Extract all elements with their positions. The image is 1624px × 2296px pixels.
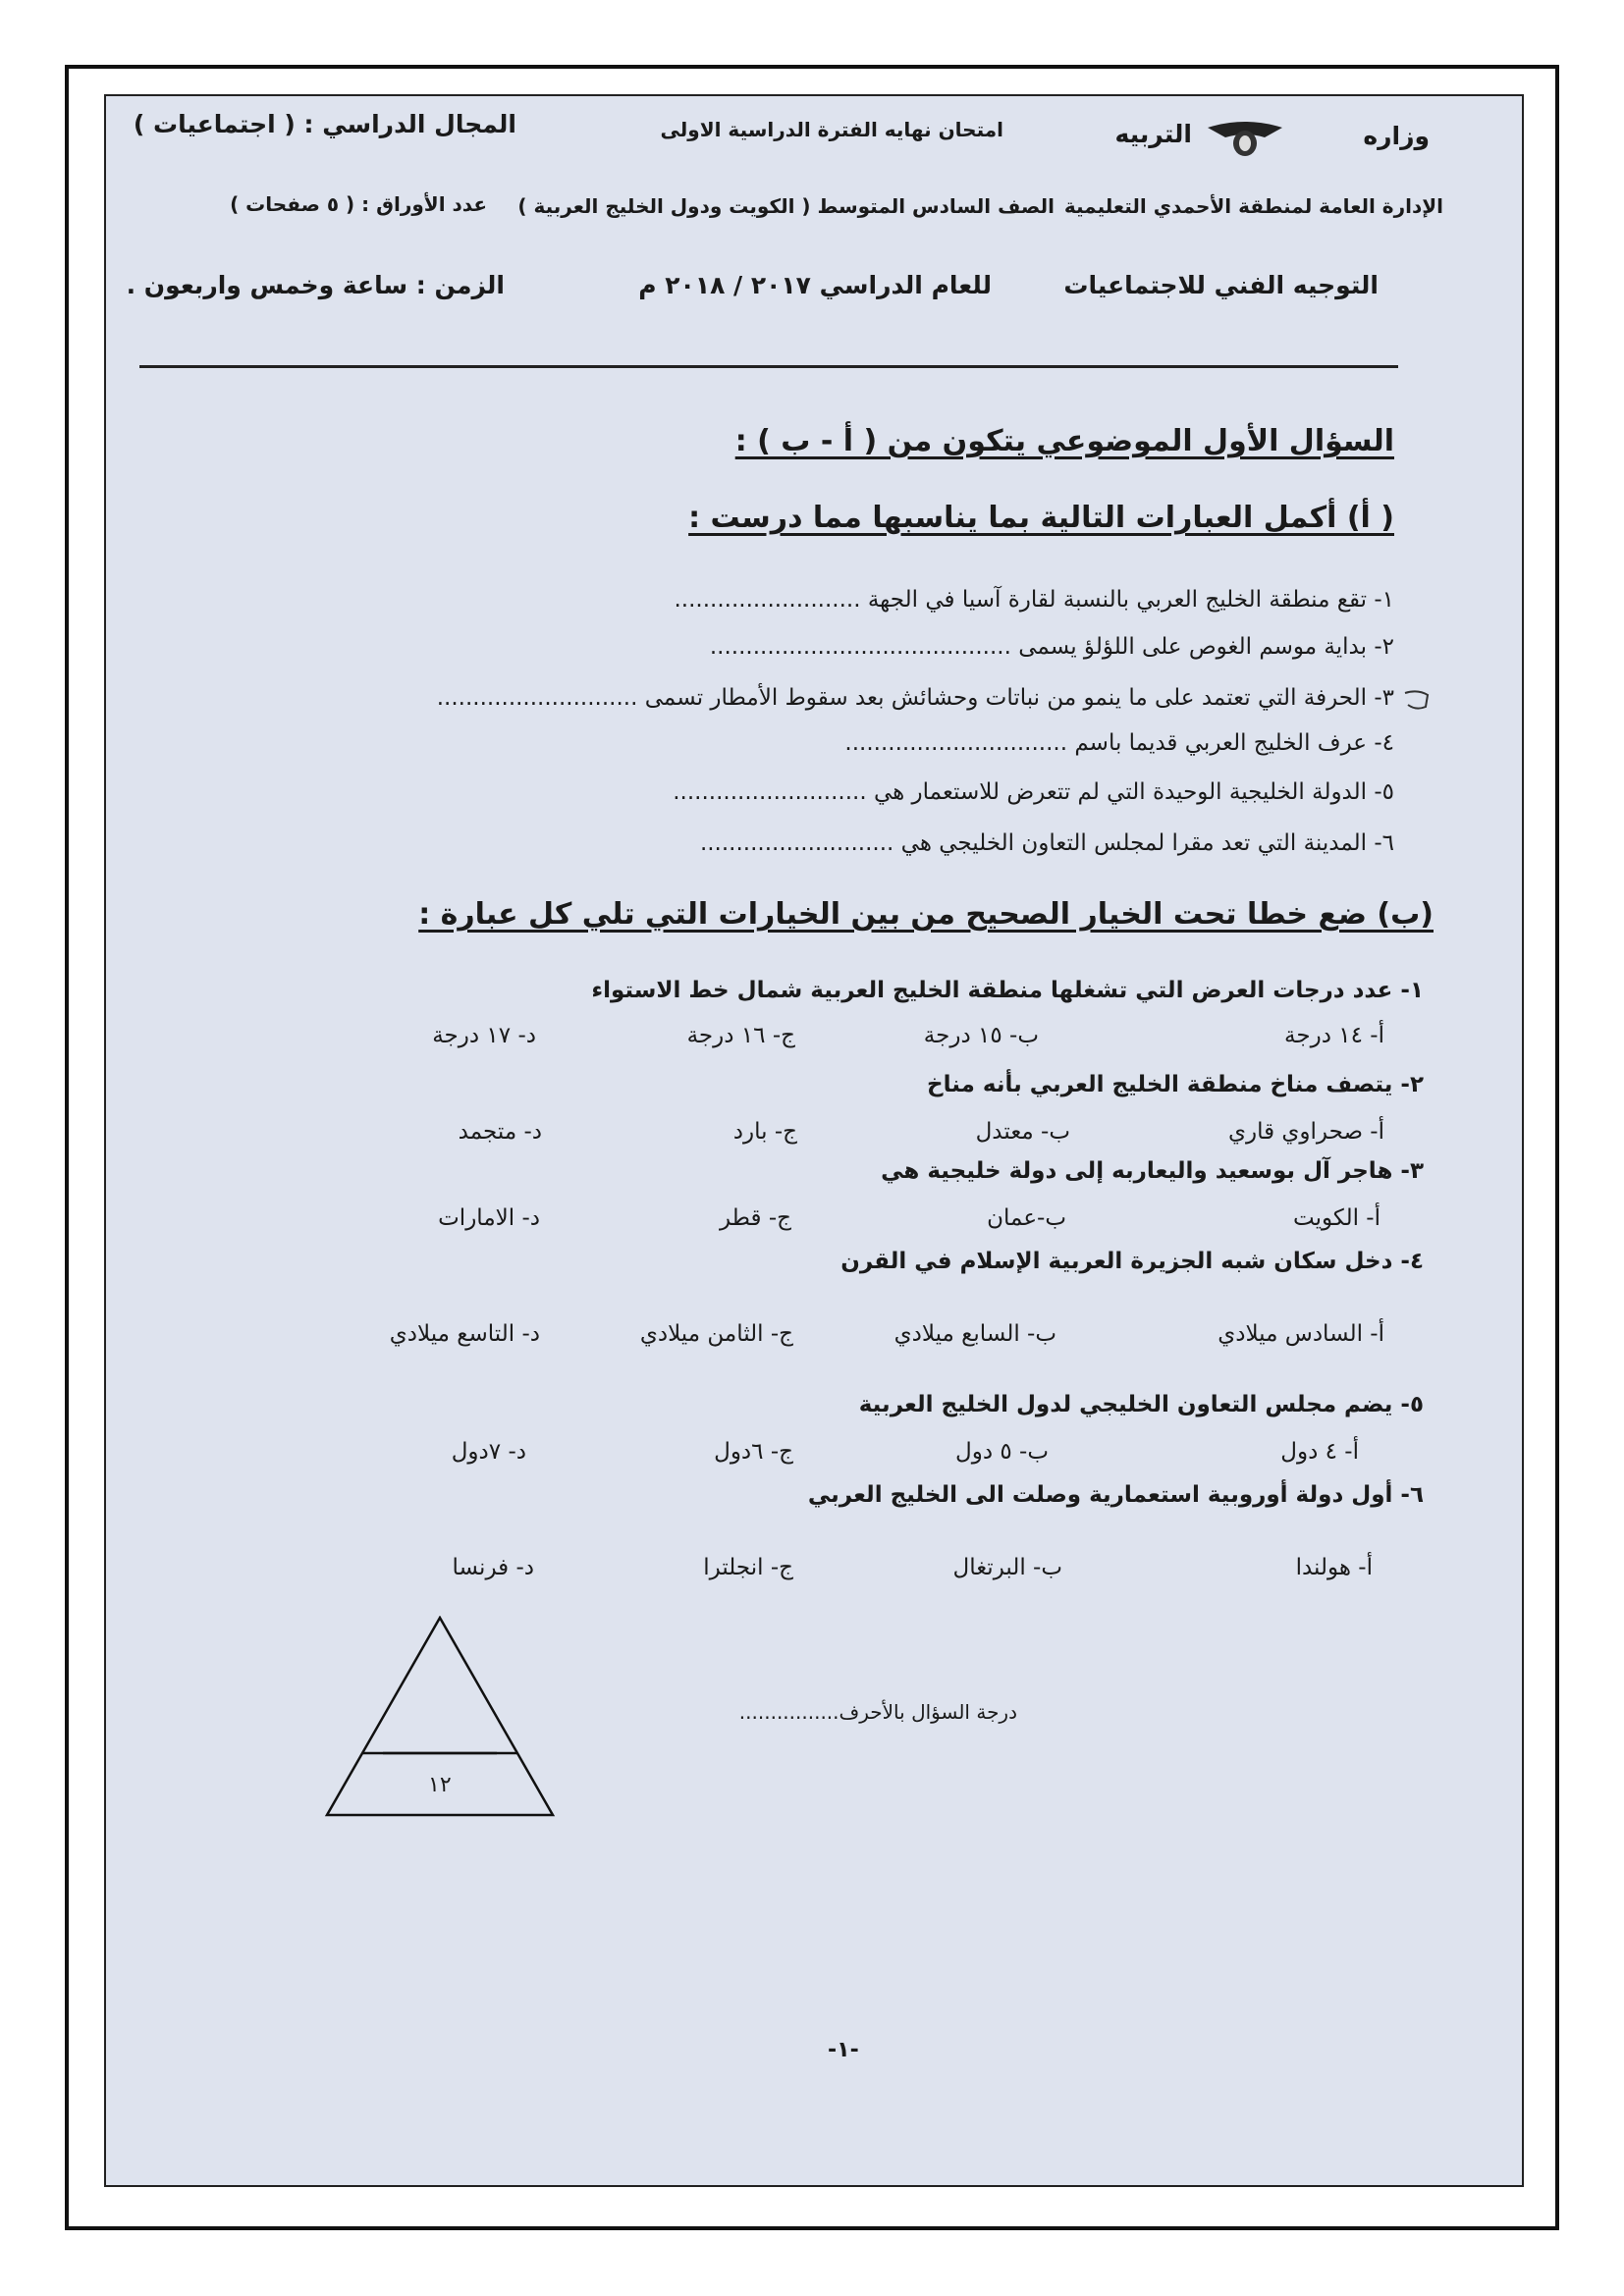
mcq-option: د- ١٧ درجة bbox=[432, 1023, 536, 1048]
fill-item: ٦- المدينة التي تعد مقرا لمجلس التعاون الخليجي هي ........................... bbox=[699, 830, 1394, 856]
mcq-option: ب- ١٥ درجة bbox=[923, 1023, 1039, 1048]
header-divider bbox=[139, 365, 1398, 368]
exam-time: الزمن : ساعة وخمس واربعون . bbox=[126, 271, 505, 299]
fill-item: ٣- الحرفة التي تعتمد على ما ينمو من نباتات وحشائش بعد سقوط الأمطار تسمى ............................ bbox=[436, 685, 1394, 711]
mcq-option: ج- ٦دول bbox=[714, 1439, 793, 1465]
score-in-letters: درجة السؤال بالأحرف................ bbox=[738, 1700, 1017, 1724]
directorate: الإدارة العامة لمنطقة الأحمدي التعليمية bbox=[1063, 194, 1443, 218]
ministry-word-1: وزاره bbox=[1363, 122, 1430, 150]
ministry-logo-icon bbox=[1206, 118, 1284, 161]
mcq-option: ب-عمان bbox=[987, 1205, 1066, 1231]
fill-item: ٢- بداية موسم الغوص على اللؤلؤ يسمى .......................................... bbox=[709, 634, 1394, 660]
mcq-option: أ- السادس ميلادي bbox=[1218, 1321, 1384, 1347]
part-b-title: (ب) ضع خطا تحت الخيار الصحيح من بين الخيارات التي تلي كل عبارة : bbox=[418, 897, 1434, 932]
mcq-option: أ- ١٤ درجة bbox=[1284, 1023, 1384, 1048]
mcq-question: ٦- أول دولة أوروبية استعمارية وصلت الى الخليج العربي bbox=[807, 1482, 1424, 1508]
pages-count: عدد الأوراق : ( ٥ صفحات ) bbox=[230, 192, 487, 216]
mcq-option: ب- السابع ميلادي bbox=[893, 1321, 1056, 1347]
mcq-option: د- فرنسا bbox=[452, 1555, 534, 1580]
mcq-question: ٤- دخل سكان شبه الجزيرة العربية الإسلام في القرن bbox=[840, 1249, 1424, 1274]
ministry-word-2: التربيه bbox=[1114, 120, 1192, 148]
exam-title: امتحان نهايه الفترة الدراسية الاولى bbox=[660, 118, 1003, 141]
mcq-option: د- ٧دول bbox=[451, 1439, 526, 1465]
mcq-option: أ- هولندا bbox=[1295, 1555, 1373, 1580]
page-number: -١- bbox=[828, 2038, 859, 2062]
mcq-option: د- التاسع ميلادي bbox=[389, 1321, 540, 1347]
part-a-title: ( أ) أكمل العبارات التالية بما يناسبها مما درست : bbox=[688, 501, 1394, 535]
fill-item: ١- تقع منطقة الخليج العربي بالنسبة لقارة آسيا في الجهة .......................... bbox=[674, 587, 1394, 613]
school-year: للعام الدراسي ٢٠١٧ / ٢٠١٨ م bbox=[638, 271, 992, 299]
mcq-option: ج- بارد bbox=[732, 1119, 797, 1145]
mcq-option: د- متجمد bbox=[458, 1119, 542, 1145]
mcq-question: ٥- يضم مجلس التعاون الخليجي لدول الخليج العربية bbox=[858, 1392, 1424, 1417]
mcq-option: ب- ٥ دول bbox=[955, 1439, 1049, 1465]
mcq-option: ج- انجلترا bbox=[703, 1555, 793, 1580]
question-1-title: السؤال الأول الموضوعي يتكون من ( أ - ب ) : bbox=[734, 424, 1394, 458]
grade-subject: الصف السادس المتوسط ( الكويت ودول الخليج العربية ) bbox=[517, 194, 1055, 218]
mcq-question: ١- عدد درجات العرض التي تشغلها منطقة الخليج العربية شمال خط الاستواء bbox=[591, 978, 1424, 1003]
mcq-question: ٢- يتصف مناخ منطقة الخليج العربي بأنه مناخ bbox=[927, 1072, 1424, 1097]
supervision: التوجيه الفني للاجتماعيات bbox=[1063, 271, 1379, 299]
mcq-option: أ- الكويت bbox=[1293, 1205, 1380, 1231]
mcq-option: ج- الثامن ميلادي bbox=[639, 1321, 793, 1347]
mcq-option: ب- البرتغال bbox=[952, 1555, 1062, 1580]
mcq-question: ٣- هاجر آل بوسعيد واليعاربه إلى دولة خليجية هي bbox=[881, 1158, 1424, 1184]
field: المجال الدراسي : ( اجتماعيات ) bbox=[133, 110, 516, 138]
max-score: ١٢ bbox=[428, 1773, 452, 1797]
fill-item: ٥- الدولة الخليجية الوحيدة التي لم تتعرض للاستعمار هي ........................... bbox=[673, 779, 1394, 805]
mcq-option: ج- قطر bbox=[719, 1205, 791, 1231]
mcq-option: أ- صحراوي قاري bbox=[1228, 1119, 1384, 1145]
fill-item: ٤- عرف الخليج العربي قديما باسم ............................... bbox=[844, 730, 1394, 756]
mcq-option: د- الامارات bbox=[438, 1205, 540, 1231]
mcq-option: ب- معتدل bbox=[975, 1119, 1070, 1145]
mcq-option: ج- ١٦ درجة bbox=[686, 1023, 795, 1048]
mcq-option: أ- ٤ دول bbox=[1280, 1439, 1359, 1465]
handwritten-mark-icon bbox=[1402, 687, 1432, 713]
